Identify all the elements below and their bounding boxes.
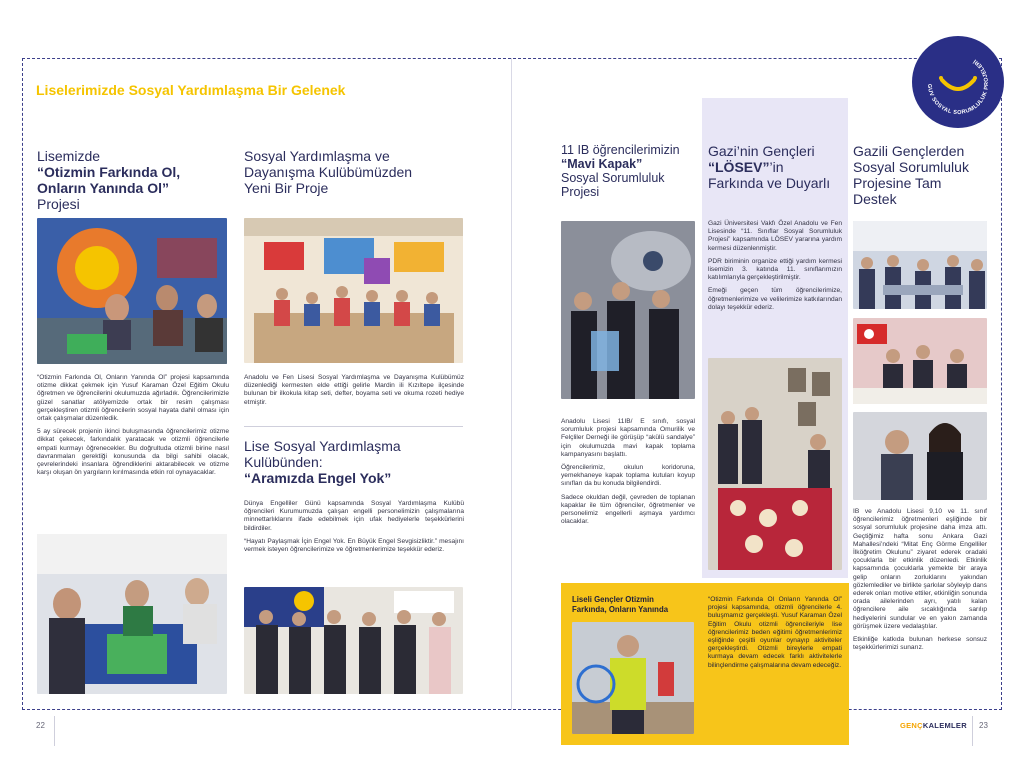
article7-heading-line: Liseli Gençler Otizmin xyxy=(572,595,654,604)
article3-heading xyxy=(244,438,464,486)
footer-divider xyxy=(972,716,973,746)
brand-logo-part: KALEMLER xyxy=(922,721,967,730)
article3-paragraph: Dünya Engelliler Günü kapsamında Sosyal Yardımlaşma Kulübü öğrencileri Kurumumuzda çalışan engelli personelimizin çalışmalarına minnettarlıklarını ifade edebilmek için ufak hediyelerle teşekkürlerini bildirdiler. xyxy=(244,500,464,532)
badge-arc-text: GUV SOSYAL SORUMLULUK PROJELERİ xyxy=(925,57,991,117)
article1-paragraph: 5 ay sürecek projenin ikinci buluşmasında öğrencilerimiz otizme dikkat çekecek, farkındalık yaratacak ve otizmli öğrencilerle empati kurmayı öğrenecekler. Bu doğrultuda otizmli birine nasıl davranmaları gerektiği konusunda da bilgi sahibi olacak, çevrelerindeki insanlara öğrendiklerini aktarabilecek ve otizme karşı oluşan ön yargıların kırılmasında etkin rol oynayacaklar. xyxy=(37,428,229,477)
page-gutter xyxy=(511,58,512,710)
article5-photo-kermes xyxy=(708,358,842,570)
article5-heading-line: Gazi’nin Gençleri xyxy=(708,143,815,159)
article6-paragraph: IB ve Anadolu Lisesi 9,10 ve 11. sınıf öğrencilerimiz öğretmenleri eşliğinde bir sosyal sorumluluk projesine daha imza attı. Geçtiğimiz hafta sonu Ankara Gazi Mahallesi’ndeki “Mitat Enç Görme Engelliler İlköğretim Okulunu” ziyaret ederek oradaki çocuklarla bir etkinlik düzenledi. Etkinlik kapsamında çocuklarla yemekte bir araya gelip onların zorluklarını yakından gözlemlediler ve birlikte şarkılar söyleyip dans ederek onları motive ettiler, etkinliğin sonunda orada ailelerinden ayrı, yatılı kalan öğrencilere aile sıcaklığında sarılıp hediyelerini sundular ve en yakın zamanda görüşmek üzere vedalaştılar. xyxy=(853,508,987,630)
article6-heading xyxy=(853,143,993,207)
article1-heading-line: Lisemizde xyxy=(37,148,101,164)
section-title: Liselerimizde Sosyal Yardımlaşma Bir Gelenek xyxy=(36,82,346,98)
article6-photo-dining xyxy=(853,221,987,309)
article4-heading-line: Sosyal Sorumluluk xyxy=(561,171,665,185)
article6-paragraph: Etkinliğe katkıda bulunan herkese sonsuz teşekkürlerimizi sunarız. xyxy=(853,636,987,652)
article4-paragraph: Öğrencilerimiz, okulun koridoruna, yemekhaneye kapak toplama kutuları koyup sınıfları da bu konuda bilgilendirdi. xyxy=(561,464,695,488)
social-responsibility-badge xyxy=(912,36,1004,128)
article6-heading-line: Sosyal Sorumluluk xyxy=(853,159,969,175)
article1-photo-classroom xyxy=(37,534,227,694)
article4-photo-bluecap xyxy=(561,221,695,399)
article4-heading-line: Projesi xyxy=(561,185,600,199)
article7-heading-line: Farkında, Onların Yanında xyxy=(572,604,669,614)
article1-heading-bold: Onların Yanında Ol” xyxy=(37,180,169,196)
article6-heading-line: Destek xyxy=(853,191,897,207)
badge-svg xyxy=(912,36,1004,128)
article1-heading-line: Projesi xyxy=(37,196,80,212)
article5-heading-suffix: ’in xyxy=(769,159,784,175)
article6-heading-line: Projesine Tam xyxy=(853,175,942,191)
article3-body xyxy=(244,500,464,559)
article1-heading xyxy=(37,148,232,212)
article4-heading-line: 11 IB öğrencilerimizin xyxy=(561,143,680,157)
article6-body xyxy=(853,508,987,657)
article2-body xyxy=(244,374,464,412)
article7-body xyxy=(708,596,842,675)
article7-paragraph: “Otizmin Farkında Ol Onların Yanında Ol” projesi kapsamında, otizmli öğrencilerle 4. buluşmamız gerçekleşti. Yusuf Karaman Özel Eğitim Okulu otizmli öğrencileriyle lise öğrencilerimiz beden eğitimi öğretmenlerimiz eşliğinde çeşitli oyunlar oynayıp aktiviteler gerçekleştirdi. Otizmli bireylerle empati kurmaya devam edecek farklı aktivitelerle bilinçlendirme çalışmalarına devam edeceğiz. xyxy=(708,596,842,669)
article3-heading-line: Kulübünden: xyxy=(244,454,323,470)
article4-heading xyxy=(561,143,701,199)
article5-heading-mixed xyxy=(708,159,844,175)
article6-photo-table xyxy=(853,318,987,404)
brand-logo xyxy=(900,721,967,730)
article1-paragraph: “Otizmin Farkında Ol, Onların Yanında Ol” projesi kapsamında otizme dikkat çekmek için Yusuf Karaman Özel Eğitim Okulu öğretmen ve öğrencilerini okulumuzda ağırladık. Öğrencilerimizle güzel sanatlar atölyemizde ortak bir resim çalışması gerçekleştiren otizmli öğrencilerin sosyal hayata dahil olması için ortak çalışmalar düzenledik. xyxy=(37,374,229,423)
article5-heading-line: Farkında ve Duyarlı xyxy=(708,175,831,191)
article5-paragraph: PDR biriminin organize ettiği yardım kermesi lisemizin 3. katında 11. sınıflarımızın katılımlarıyla gerçekleştirilmiştir. xyxy=(708,257,842,282)
article6-photo-portrait xyxy=(853,412,987,500)
article2-paragraph: Anadolu ve Fen Lisesi Sosyal Yardımlaşma ve Dayanışma Kulübümüz düzenlediği kermesten elde ettiği gelirle Mardin ili Kızıltepe ilçesinde bulunan bir ilkokula kitap seti, defter, boyama seti ve okuma rozeti hediye etmiştir. xyxy=(244,374,464,406)
article1-body xyxy=(37,374,229,482)
article5-body xyxy=(708,220,842,317)
article2-heading-line: Yeni Bir Proje xyxy=(244,180,329,196)
article7-heading xyxy=(572,595,702,614)
article3-photo-group xyxy=(244,587,463,694)
article4-paragraph: Anadolu Lisesi 11IB/ E sınıfı, sosyal sorumluluk projesi kapsamında Omurilik ve Felçliler Derneği ile görüşüp “akülü sandalye” için okulumuzda mavi kapak toplama kampanyasını başlattı. xyxy=(561,418,695,458)
article2-heading-line: Dayanışma Kulübümüzden xyxy=(244,164,413,180)
article2-heading xyxy=(244,148,464,196)
article4-heading-bold: “Mavi Kapak” xyxy=(561,157,643,171)
article5-heading-bold: “LÖSEV” xyxy=(708,159,770,175)
article2-heading-line: Sosyal Yardımlaşma ve xyxy=(244,148,390,164)
page-number-left: 22 xyxy=(36,721,45,730)
article5-paragraph: Emeği geçen tüm öğrencilerimize, öğretmenlerimize ve velilerimize katkılarından dolayı teşekkür ederiz. xyxy=(708,287,842,311)
footer-divider xyxy=(54,716,55,746)
article4-body xyxy=(561,418,695,531)
article5-paragraph: Gazi Üniversitesi Vakfı Özel Anadolu ve Fen Lisesinde “11. Sınıflar Sosyal Sorumluluk Projesi” kapsamında LÖSEV yararına yardım kermesi düzenlenmiştir. xyxy=(708,220,842,252)
article2-photo-classroom xyxy=(244,218,463,363)
article3-heading-bold: “Aramızda Engel Yok” xyxy=(244,470,392,486)
page-number-right: 23 xyxy=(979,721,988,730)
article4-paragraph: Sadece okuldan değil, çevreden de toplanan kapaklar ile tüm öğrenciler, öğretmenler ve personelimiz engellerli aşmaya yardımcı olacaklar. xyxy=(561,493,695,526)
article1-photo-painting xyxy=(37,218,227,364)
article6-heading-line: Gazili Gençlerden xyxy=(853,143,965,159)
article3-paragraph: “Hayatı Paylaşmak İçin Engel Yok. En Büyük Engel Sevgisizliktir.” mesajını vermek isteyen öğrencilerimize ve öğretmenlerimize teşekkür ederiz. xyxy=(244,537,464,554)
article5-heading xyxy=(708,143,844,191)
article7-photo-gym xyxy=(572,622,694,734)
article-divider xyxy=(244,426,463,427)
brand-logo-part: GENÇ xyxy=(900,721,923,730)
article1-heading-bold: “Otizmin Farkında Ol, xyxy=(37,164,181,180)
article3-heading-line: Lise Sosyal Yardımlaşma xyxy=(244,438,401,454)
